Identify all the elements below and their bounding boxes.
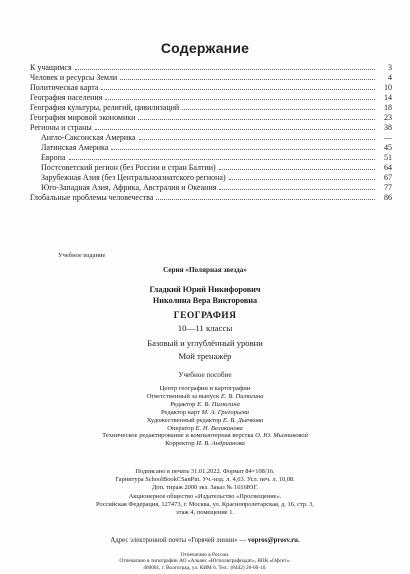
printer-line: 400001, г. Волгоград, ул. КИМ 6. Тел.: (8442) 26-60-10. [143,564,267,571]
toc-page-number: 67 [384,173,392,182]
credit-art-editor: Художественный редактор Е. В. Дьячкова [146,416,264,424]
toc-page-number: 14 [384,93,392,102]
credit-tech: Техническое редактирование и компьютерная верстка О. Ю. Мызниковой [102,432,308,440]
series-name: Серия «Полярная звезда» [163,266,247,274]
toc-row-culture: География культуры, религий, цивилизаций 18 [30,103,392,112]
center-name: Центр географии и картографии [159,385,251,392]
leader-dots [219,163,375,170]
author-2: Николина Вера Викторовна [152,296,258,305]
toc-row-economy: География мировой экономики 23 [30,113,392,122]
printer-line: Отпечатано в России. [180,552,230,558]
toc-row-regions: Регионы и страны 38 [30,123,392,132]
credit-map-editor: Редактор карт М. А. Григорьева [160,408,250,416]
credit-responsible: Ответственный за выпуск Е. В. Пилюгина [146,392,264,400]
imprint-line: Российская Федерация, 127473, г. Москва, ул. Краснопролетарская, д. 16, стр. 3, [95,500,315,508]
toc-row-europe: Европа 51 [41,153,392,162]
toc-row-political-map: Политическая карта 10 [30,83,392,92]
toc-row-population: География населения 14 [30,93,392,102]
toc-page-number: 18 [384,103,392,112]
grades: 10—11 классы [177,323,233,333]
toc-page-number: 38 [384,123,392,132]
leader-dots [111,143,375,150]
toc-page-number: 10 [384,83,392,92]
email-address: vopros@prosv.ru. [247,537,300,544]
book-subtitle: Мой тренажёр [178,351,232,361]
imprint-line: Подписано в печать 31.01.2022. Формат 84×108/16. [135,468,275,475]
toc-page-number: — [384,133,392,142]
leader-dots [156,193,375,200]
toc-row-resources: Человек и ресурсы Земли 4 [30,73,392,82]
leader-dots [120,73,375,80]
leader-dots [138,113,375,120]
toc-row-global-problems: Глобальные проблемы человечества 86 [30,193,392,202]
leader-dots [75,63,375,70]
toc-row-post-soviet: Постсоветский регион (без России и стран Балтии) 64 [41,163,392,172]
toc-page-number: 23 [384,113,392,122]
manual-type: Учебное пособие [178,371,232,379]
credit-operator: Оператор Е. Н. Великанова [167,424,243,432]
toc-row-intro: К учащимся 3 [30,63,392,72]
imprint-line: Акционерное общество «Издательство «Просвещение». [128,492,282,500]
level: Базовый и углублённый уровни [147,338,263,348]
imprint-block [0,468,410,517]
credit-editor: Редактор Е. В. Пилюгина [170,400,240,408]
credit-corrector: Корректор И. В. Андрианова [165,440,245,448]
imprint-line: Доп. тираж 2000 экз. Заказ № 1616ЮГ. [152,484,258,492]
author-1: Гладкий Юрий Никифорович [149,285,261,294]
printer-info [0,552,410,571]
edition-type: Учебное издание [58,252,106,259]
imprint-line: этаж 4, помещение 1. [175,509,235,517]
toc-row-anglo-america: Англо-Саксонская Америка — [41,133,392,142]
leader-dots [95,123,375,130]
leader-dots [229,173,375,180]
leader-dots [182,103,375,110]
printer-line: Отпечатано в типографии АО «Альянс «Югполиграфиздат», ВПК «Офсет». [119,558,291,565]
leader-dots [101,83,375,90]
table-of-contents [30,63,392,203]
toc-row-foreign-asia: Зарубежная Азия (без Центральноазиатского региона) 67 [41,173,392,182]
toc-title: Содержание [160,40,250,56]
toc-row-sw-asia-africa: Юго-Западная Азия, Африка, Австралия и Океания 77 [41,183,392,192]
toc-page-number: 77 [384,183,392,192]
imprint-line: Гарнитура SchoolBookCSanPin. Уч.-изд. л. 4,63. Усл. печ. л. 10,08. [115,476,295,484]
leader-dots [105,93,375,100]
toc-page-number: 51 [384,153,392,162]
toc-page-number: 3 [388,63,392,72]
toc-page-number: 4 [388,73,392,82]
toc-page-number: 86 [384,193,392,202]
leader-dots [139,133,375,140]
toc-row-latin-america: Латинская Америка 45 [41,143,392,152]
credits [0,385,410,448]
leader-dots [69,153,376,160]
toc-page-number: 45 [384,143,392,152]
leader-dots [219,183,375,190]
toc-page-number: 64 [384,163,392,172]
book-title: ГЕОГРАФИЯ [173,311,237,321]
hotline-email: Адрес электронной почты «Горячей линии» — vopros@prosv.ru. [110,537,300,544]
